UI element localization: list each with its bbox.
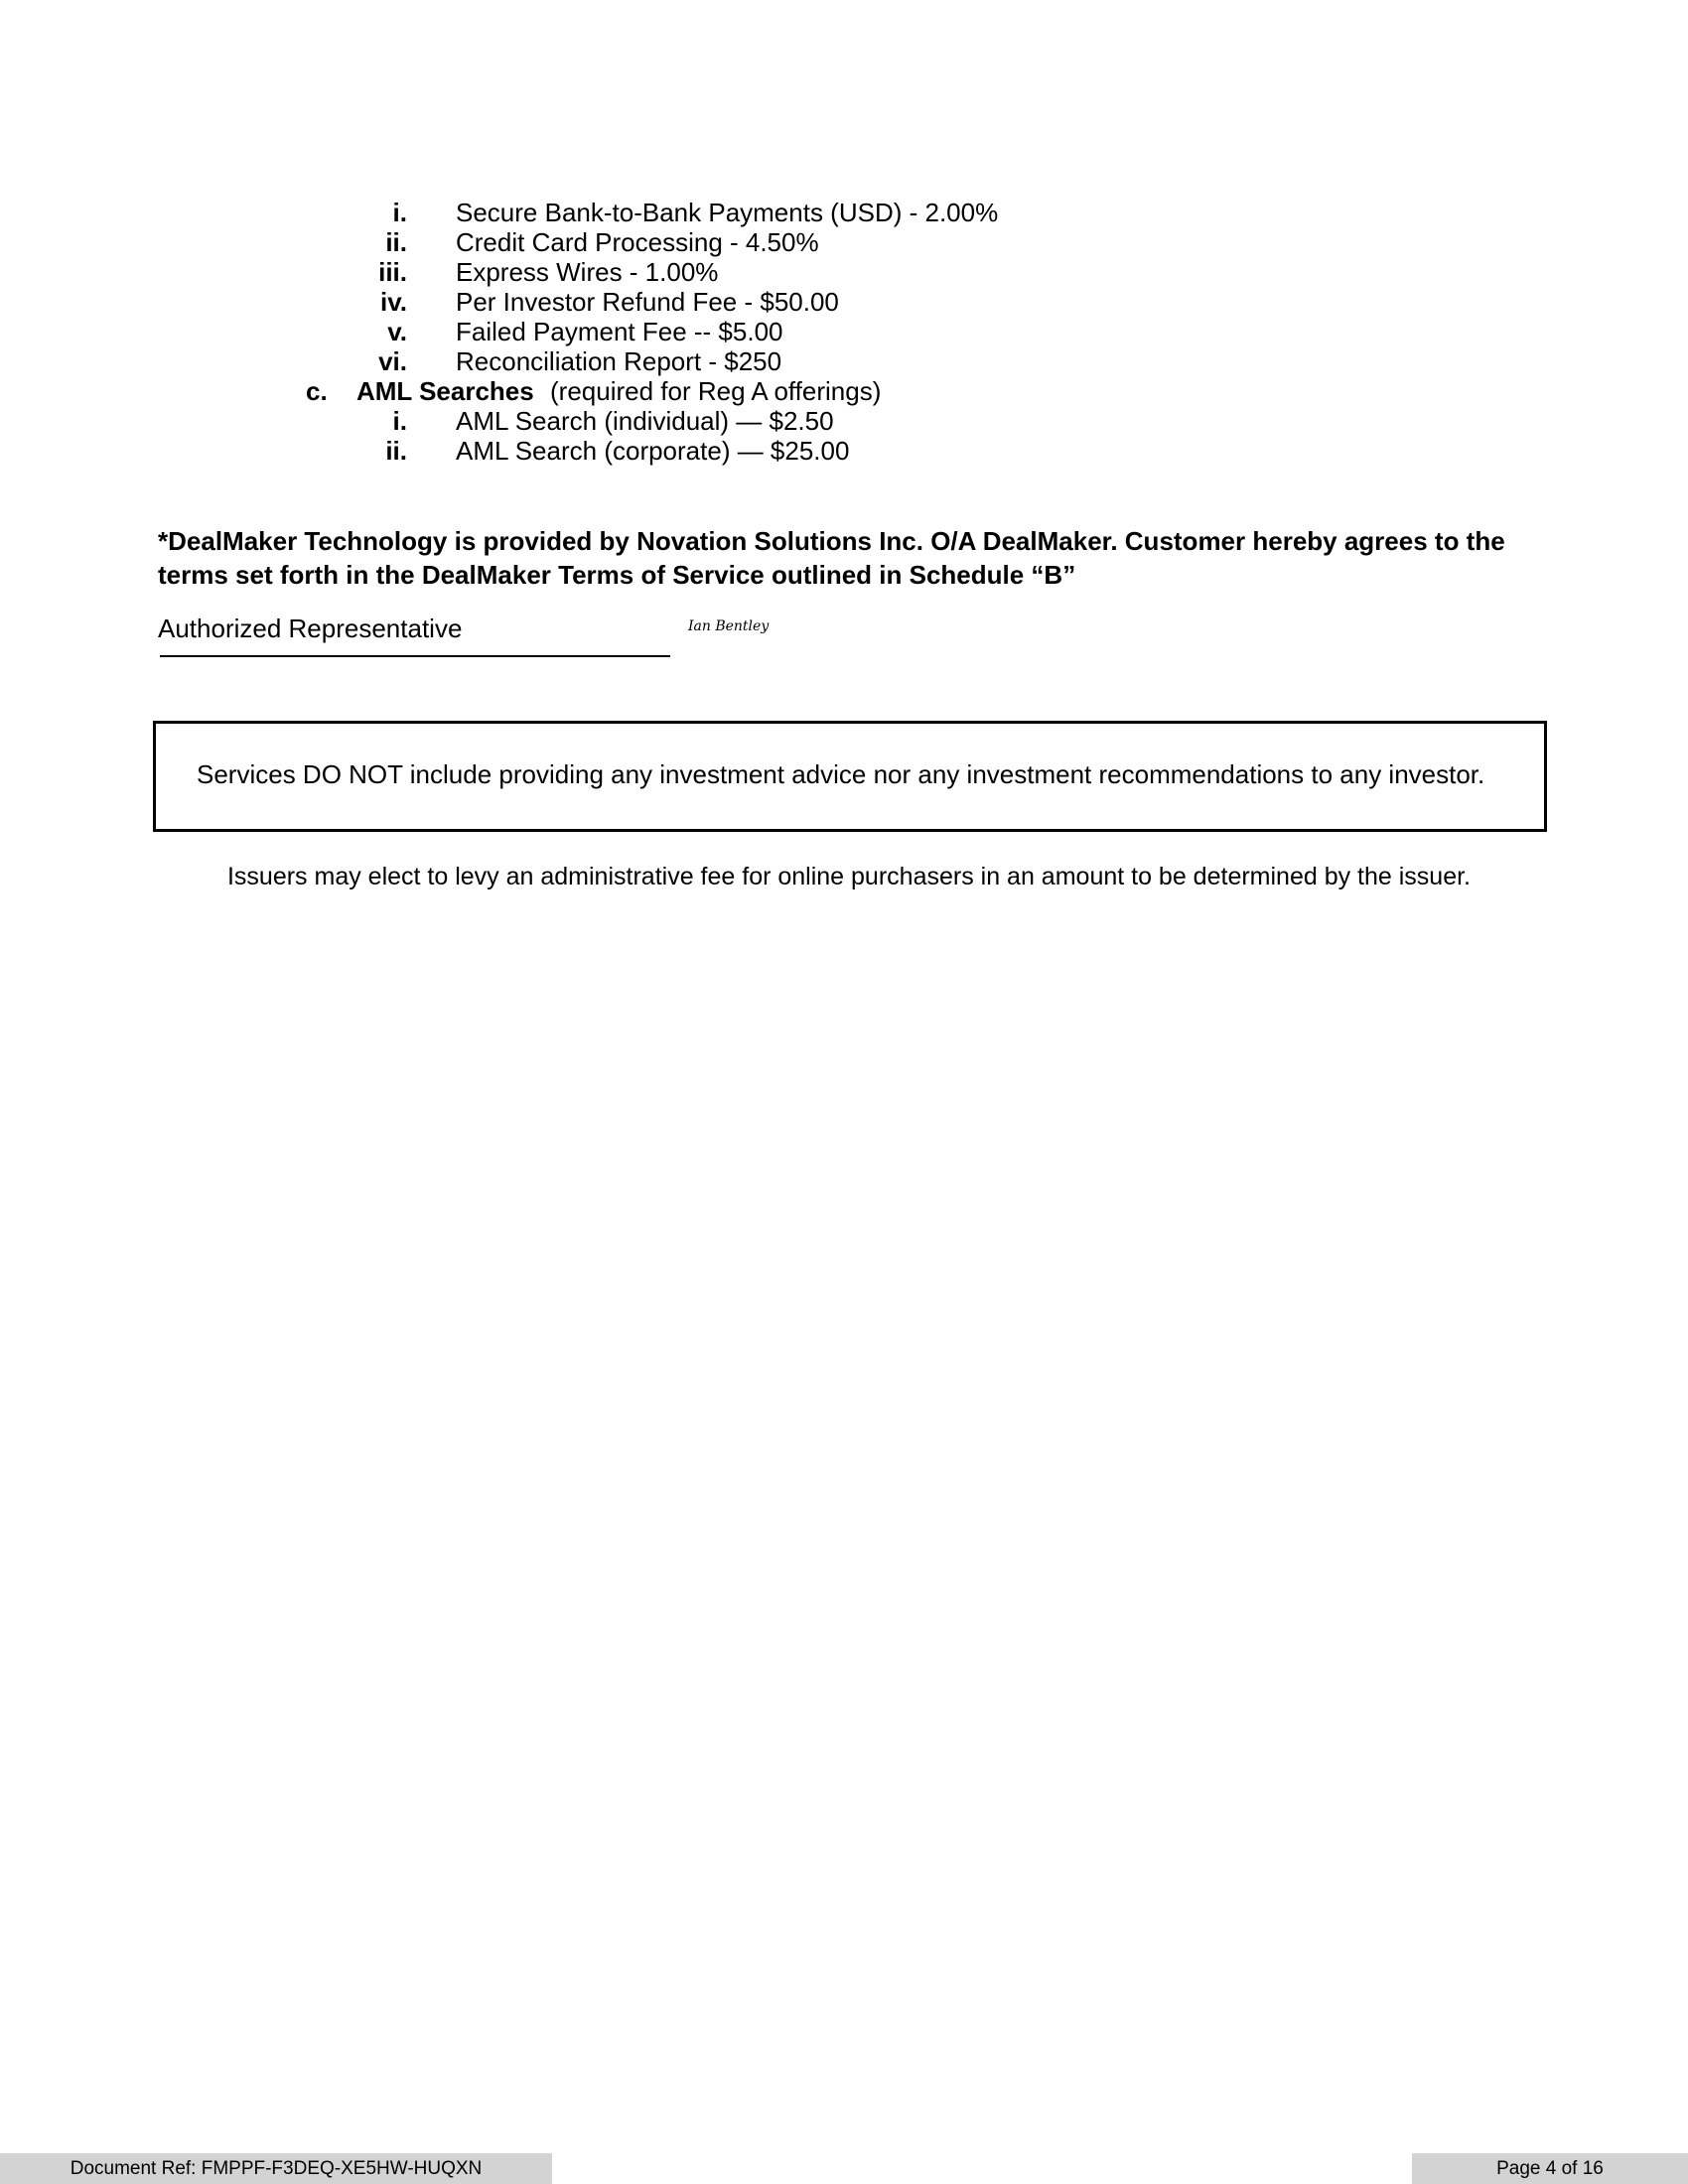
list-text: Failed Payment Fee -- $5.00: [456, 317, 783, 346]
list-text: AML Search (corporate) — $25.00: [456, 436, 850, 466]
document-reference: Document Ref: FMPPF-F3DEQ-XE5HW-HUQXN: [0, 2153, 552, 2184]
list-text: Reconciliation Report - $250: [456, 346, 782, 376]
section-note: (required for Reg A offerings): [550, 376, 882, 406]
signature: Ian Bentley: [688, 618, 770, 634]
list-numeral: ii.: [385, 227, 407, 257]
list-numeral: iv.: [380, 287, 407, 317]
section-title: AML Searches: [356, 376, 534, 406]
page-number: Page 4 of 16: [1412, 2153, 1688, 2184]
list-text: Credit Card Processing - 4.50%: [456, 227, 819, 257]
list-text: Per Investor Refund Fee - $50.00: [456, 287, 839, 317]
list-numeral: i.: [392, 198, 407, 227]
dealmaker-terms-note: *DealMaker Technology is provided by Novation Solutions Inc. O/A DealMaker. Customer hereby agrees to the terms set forth in the DealMaker Terms of Service outlined in Schedule “B”: [158, 526, 1505, 590]
services-disclaimer-box: [153, 721, 1547, 832]
list-numeral: v.: [387, 317, 407, 346]
section-letter: c.: [306, 376, 328, 406]
list-numeral: ii.: [385, 436, 407, 466]
authorized-representative-label: Authorized Representative: [158, 614, 463, 643]
list-text: AML Search (individual) — $2.50: [456, 406, 834, 436]
issuer-fee-note: Issuers may elect to levy an administrative fee for online purchasers in an amount to be determined by the issuer.: [226, 863, 1472, 890]
services-disclaimer-text: Services DO NOT include providing any investment advice nor any investment recommendations to any investor.: [197, 759, 1485, 789]
signature-line: [160, 655, 670, 657]
list-numeral: vi.: [378, 346, 407, 376]
list-numeral: iii.: [378, 257, 407, 287]
list-text: Express Wires - 1.00%: [456, 257, 719, 287]
list-text: Secure Bank-to-Bank Payments (USD) - 2.00%: [456, 198, 999, 227]
list-numeral: i.: [392, 406, 407, 436]
